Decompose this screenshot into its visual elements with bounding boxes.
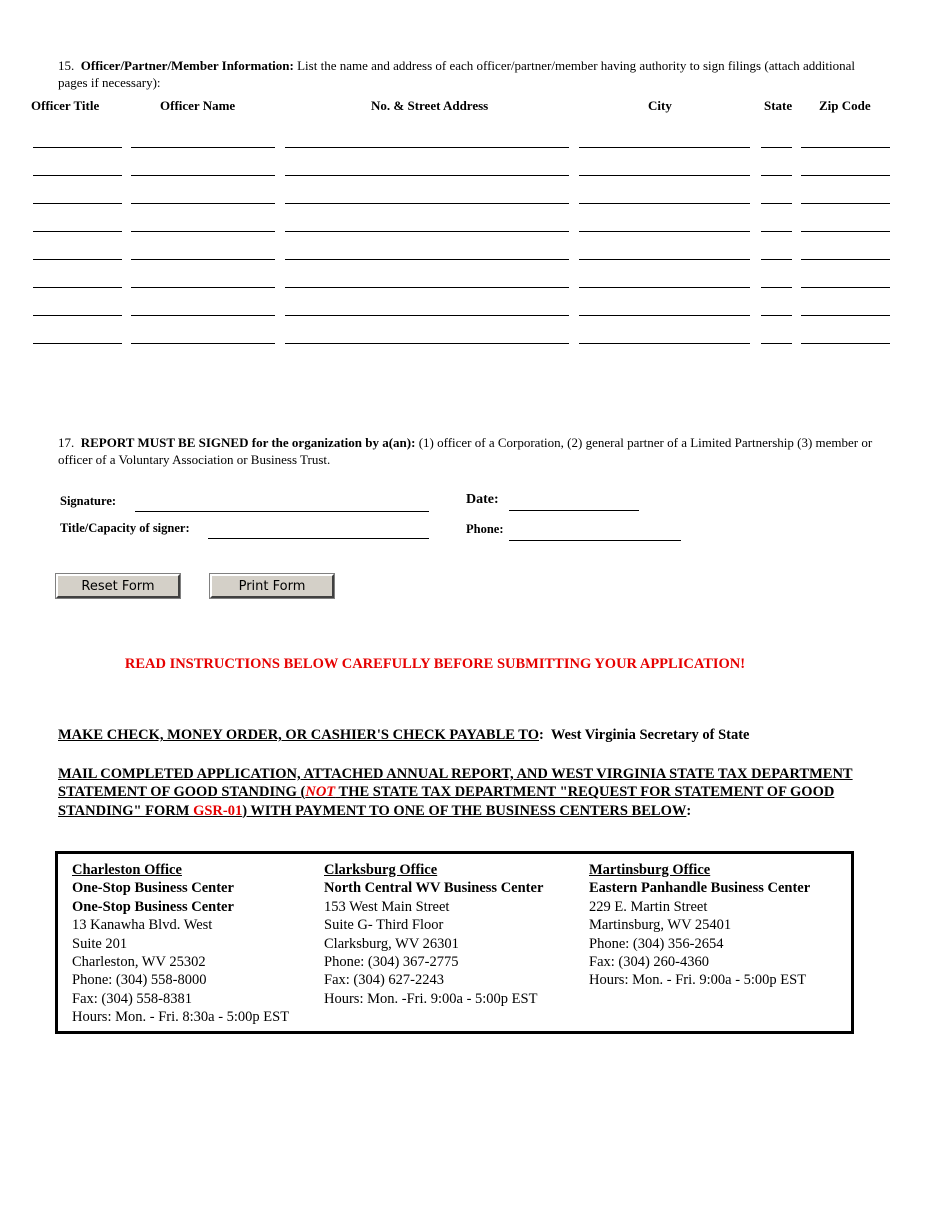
business-centers-box [55, 851, 854, 1034]
mail-not-emphasis: NOT [305, 784, 336, 801]
city-field[interactable] [579, 203, 750, 204]
section-15-instructions [58, 57, 868, 91]
street-address-field[interactable] [285, 175, 569, 176]
officer-name-field[interactable] [131, 315, 275, 316]
office-title: Clarksburg Office [324, 862, 438, 878]
payment-instructions: MAKE CHECK, MONEY ORDER, OR CASHIER'S CHECK PAYABLE TO: West Virginia Secretary of State [58, 727, 750, 743]
state-field[interactable] [761, 175, 792, 176]
officer-title-field[interactable] [33, 231, 122, 232]
zip-code-field[interactable] [801, 203, 890, 204]
reset-form-button[interactable]: Reset Form [56, 574, 180, 598]
charleston-office [72, 861, 289, 1027]
office-fax: Fax: (304) 260-4360 [589, 954, 710, 971]
office-phone: Phone: (304) 367-2775 [324, 954, 459, 971]
column-officer-title: Officer Title [31, 98, 100, 113]
mail-text-part1: MAIL COMPLETED APPLICATION, ATTACHED ANNUAL REPORT, AND WEST VIRGINIA STATE TAX DEPARTMENT STATEMENT OF GOOD STANDING ( [58, 766, 853, 801]
office-address-line: 13 Kanawha Blvd. West [72, 917, 213, 934]
officer-name-field[interactable] [131, 259, 275, 260]
office-hours: Hours: Mon. - Fri. 9:00a - 5:00p EST [589, 972, 807, 989]
officer-title-field[interactable] [33, 315, 122, 316]
mail-instructions [58, 765, 858, 820]
street-address-field[interactable] [285, 147, 569, 148]
zip-code-field[interactable] [801, 287, 890, 288]
city-field[interactable] [579, 231, 750, 232]
column-state: State [764, 98, 793, 113]
date-label: Date: [466, 492, 499, 507]
officer-name-field[interactable] [131, 343, 275, 344]
office-address-line: Suite 201 [72, 935, 128, 952]
mail-text-part3: ) WITH PAYMENT TO ONE OF THE BUSINESS CENTERS BELOW [242, 802, 687, 819]
officer-title-field[interactable] [33, 287, 122, 288]
office-title: Martinsburg Office [589, 862, 711, 878]
column-street-address: No. & Street Address [371, 98, 489, 113]
street-address-field[interactable] [285, 259, 569, 260]
office-subtitle: North Central WV Business Center [324, 880, 544, 897]
gsr-01-form-reference: GSR-01 [193, 802, 243, 819]
section-17-instructions [58, 434, 878, 468]
office-subtitle: One-Stop Business Center [72, 880, 234, 897]
column-city: City [648, 98, 672, 113]
signature-field[interactable] [135, 511, 429, 512]
phone-field[interactable] [509, 540, 681, 541]
print-form-button[interactable]: Print Form [210, 574, 334, 598]
street-address-field[interactable] [285, 343, 569, 344]
phone-label: Phone: [466, 522, 504, 536]
mail-colon: : [686, 802, 692, 819]
section-15-text: List the name and address of each officer/partner/member having authority to sign filings (attach additional pages if necessary): [58, 58, 855, 90]
office-address-line: Charleston, WV 25302 [72, 954, 206, 971]
officer-name-field[interactable] [131, 147, 275, 148]
section-15-title: Officer/Partner/Member Information: [80, 58, 294, 73]
officer-name-field[interactable] [131, 203, 275, 204]
street-address-field[interactable] [285, 203, 569, 204]
office-address-line: 153 West Main Street [324, 898, 450, 915]
office-subtitle: One-Stop Business Center [72, 898, 234, 915]
officer-title-field[interactable] [33, 147, 122, 148]
zip-code-field[interactable] [801, 315, 890, 316]
city-field[interactable] [579, 175, 750, 176]
street-address-field[interactable] [285, 287, 569, 288]
state-field[interactable] [761, 315, 792, 316]
zip-code-field[interactable] [801, 343, 890, 344]
city-field[interactable] [579, 147, 750, 148]
state-field[interactable] [761, 287, 792, 288]
officer-name-field[interactable] [131, 175, 275, 176]
zip-code-field[interactable] [801, 147, 890, 148]
zip-code-field[interactable] [801, 259, 890, 260]
officer-title-field[interactable] [33, 175, 122, 176]
street-address-field[interactable] [285, 315, 569, 316]
clarksburg-office [324, 861, 543, 1008]
office-hours: Hours: Mon. -Fri. 9:00a - 5:00p EST [324, 990, 538, 1007]
office-hours: Hours: Mon. - Fri. 8:30a - 5:00p EST [72, 1009, 290, 1026]
mail-text-part2: THE STATE TAX DEPARTMENT "REQUEST FOR STATEMENT OF GOOD STANDING" FORM [58, 784, 835, 819]
office-address-line: Clarksburg, WV 26301 [324, 935, 459, 952]
office-phone: Phone: (304) 558-8000 [72, 972, 207, 989]
section-17-number: 17. [58, 435, 75, 450]
office-address-line: Suite G- Third Floor [324, 917, 444, 934]
section-15-number: 15. [58, 58, 75, 73]
state-field[interactable] [761, 203, 792, 204]
section-17-title: REPORT MUST BE SIGNED for the organization by a(an): [80, 435, 416, 450]
signature-label: Signature: [60, 494, 117, 508]
column-officer-name: Officer Name [160, 98, 236, 113]
city-field[interactable] [579, 259, 750, 260]
state-field[interactable] [761, 259, 792, 260]
state-field[interactable] [761, 343, 792, 344]
instructions-warning: READ INSTRUCTIONS BELOW CAREFULLY BEFORE SUBMITTING YOUR APPLICATION! [124, 656, 746, 672]
title-capacity-label: Title/Capacity of signer: [60, 521, 190, 535]
city-field[interactable] [579, 343, 750, 344]
zip-code-field[interactable] [801, 231, 890, 232]
payee-name: West Virginia Secretary of State [550, 727, 750, 743]
state-field[interactable] [761, 147, 792, 148]
office-address-line: Martinsburg, WV 25401 [589, 917, 732, 934]
officer-title-field[interactable] [33, 259, 122, 260]
city-field[interactable] [579, 287, 750, 288]
officer-title-field[interactable] [33, 343, 122, 344]
zip-code-field[interactable] [801, 175, 890, 176]
date-field[interactable] [509, 510, 639, 511]
martinsburg-office [589, 861, 810, 990]
officer-title-field[interactable] [33, 203, 122, 204]
office-title: Charleston Office [72, 862, 182, 878]
officer-name-field[interactable] [131, 287, 275, 288]
payable-label: MAKE CHECK, MONEY ORDER, OR CASHIER'S CHECK PAYABLE TO [58, 727, 539, 743]
title-capacity-field[interactable] [208, 538, 429, 539]
office-fax: Fax: (304) 558-8381 [72, 990, 193, 1007]
officer-name-field[interactable] [131, 231, 275, 232]
street-address-field[interactable] [285, 231, 569, 232]
city-field[interactable] [579, 315, 750, 316]
office-phone: Phone: (304) 356-2654 [589, 935, 724, 952]
column-zip-code: Zip Code [819, 98, 871, 113]
office-subtitle: Eastern Panhandle Business Center [589, 880, 811, 897]
section-17-text: (1) officer of a Corporation, (2) general partner of a Limited Partnership (3) member or officer of a Voluntary Association or Business Trust. [58, 435, 873, 467]
office-address-line: 229 E. Martin Street [589, 898, 708, 915]
office-fax: Fax: (304) 627-2243 [324, 972, 445, 989]
state-field[interactable] [761, 231, 792, 232]
